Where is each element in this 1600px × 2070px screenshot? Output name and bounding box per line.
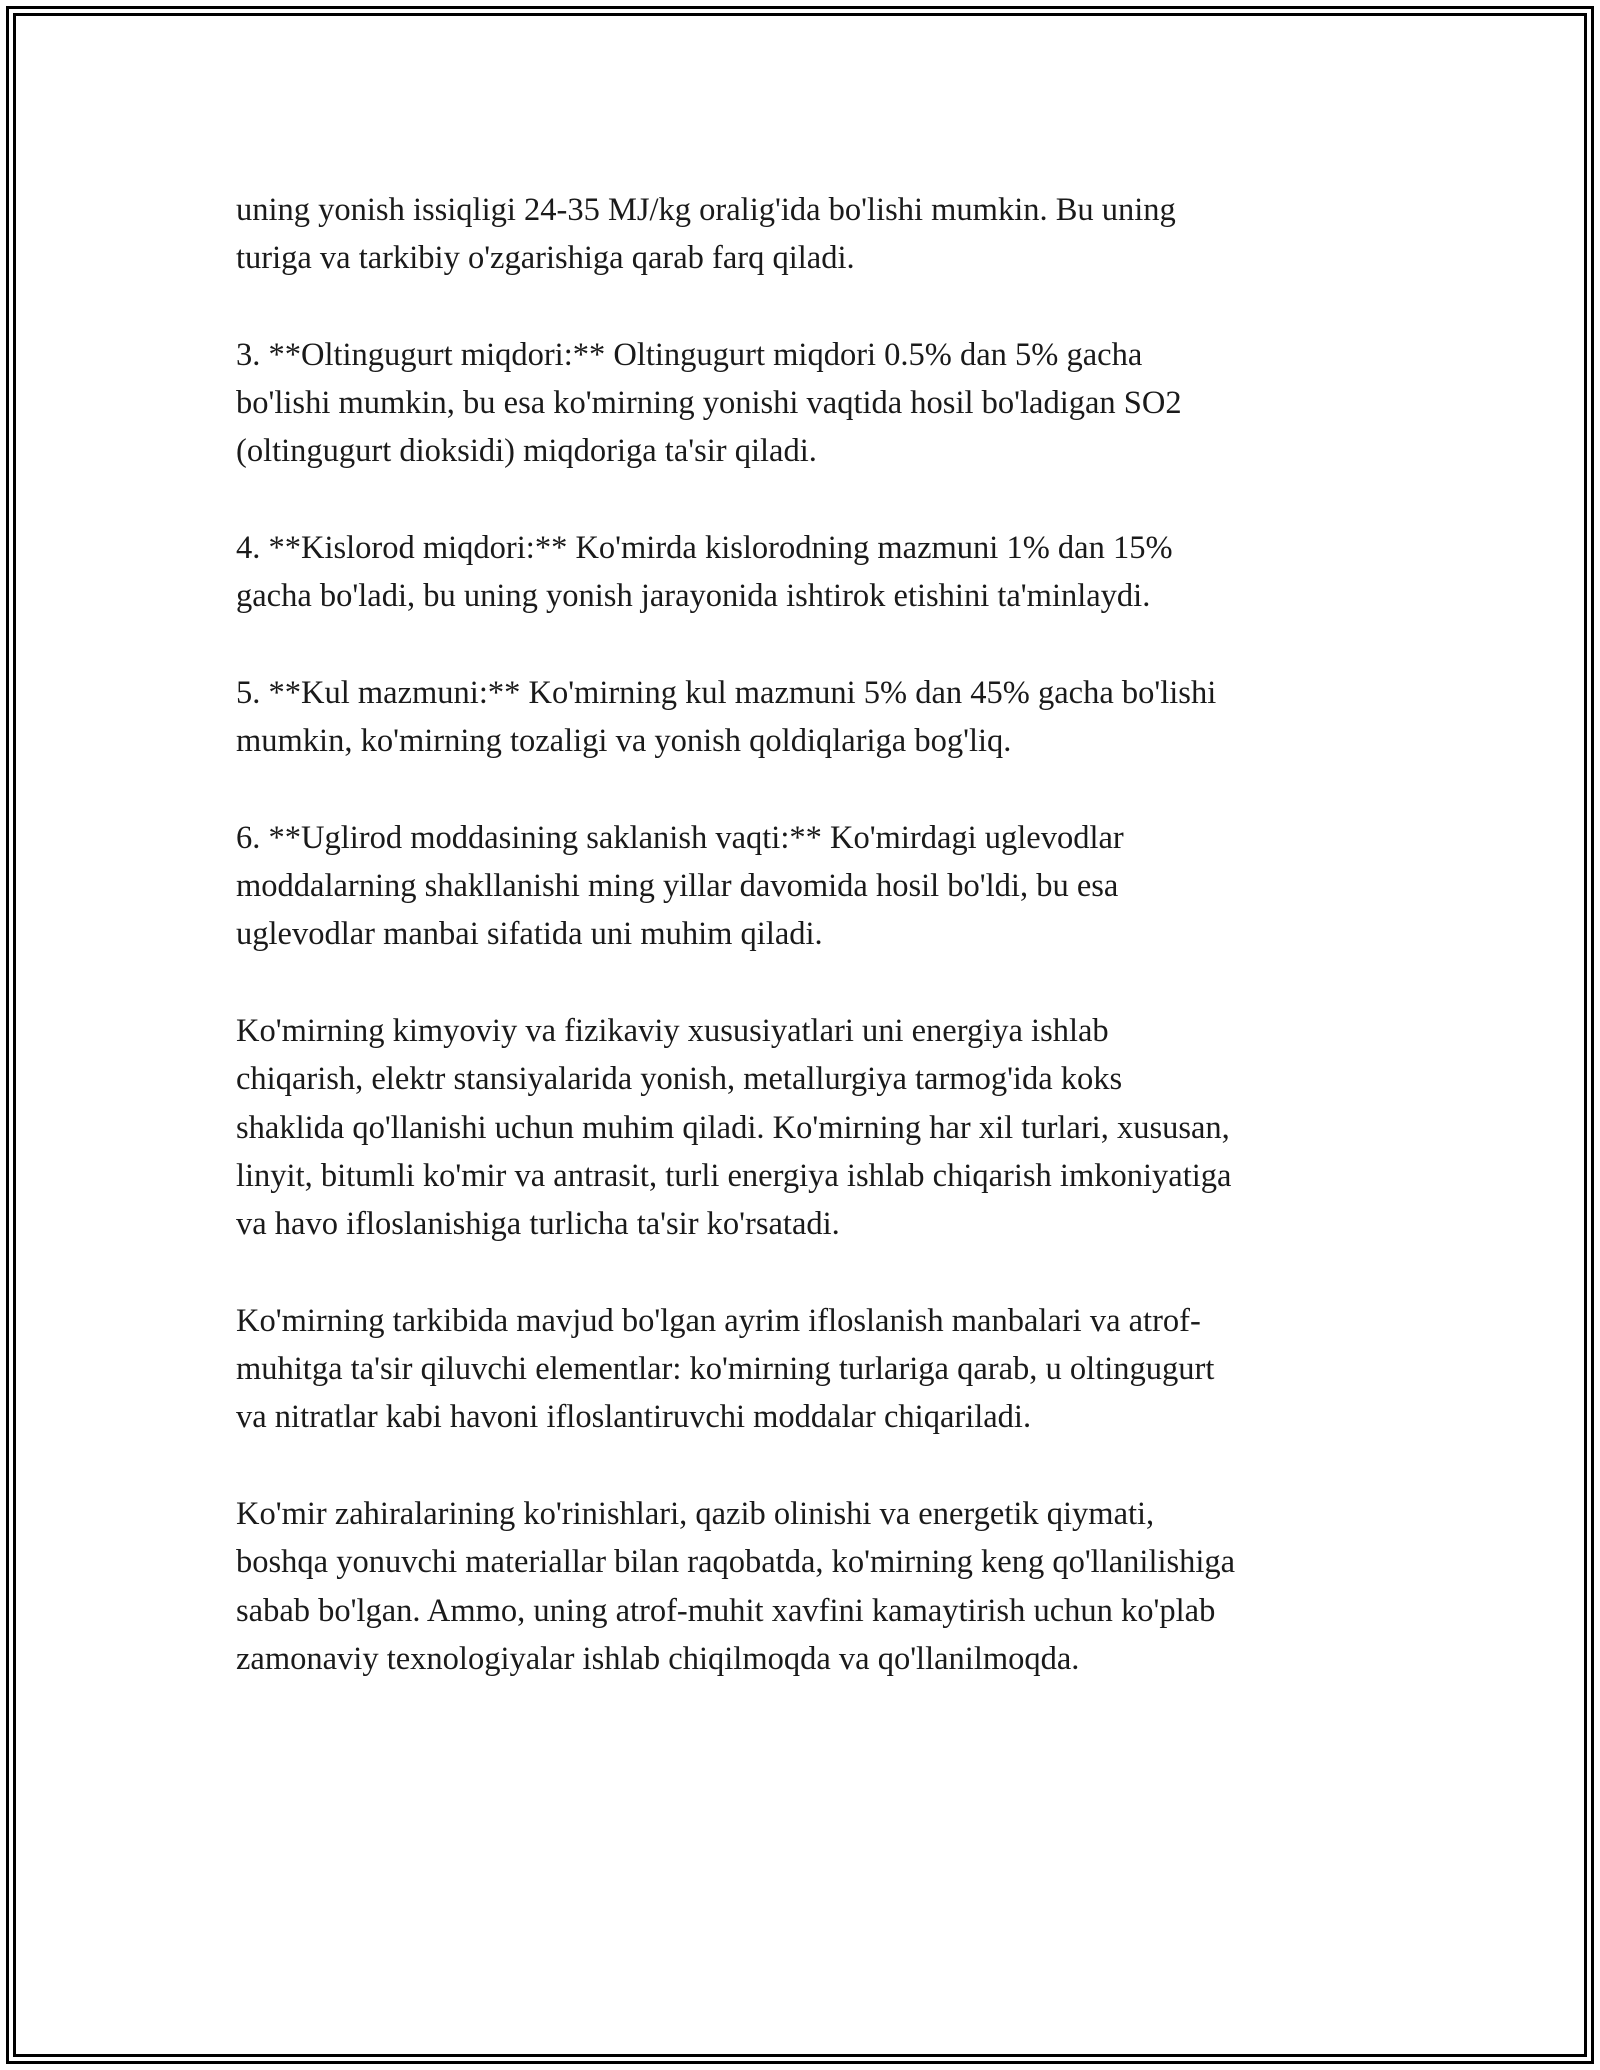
text-line: Ko'mir zahiralarining ko'rinishlari, qazib olinishi va energetik qiymati, [236, 1496, 1155, 1533]
paragraph-pollution [236, 1297, 1376, 1442]
paragraph-ash [236, 669, 1376, 766]
text-line: uning yonish issiqligi 24-35 MJ/kg oralig'ida bo'lishi mumkin. Bu uning [236, 192, 1176, 228]
text-line: zamonaviy texnologiyalar ishlab chiqilmoqda va qo'llanilmoqda. [236, 1640, 1080, 1677]
paragraph-heat-value [236, 186, 1376, 283]
text-line: muhitga ta'sir qiluvchi elementlar: ko'mirning turlariga qarab, u oltingugurt [236, 1351, 1215, 1388]
text-line: va havo ifloslanishiga turlicha ta'sir ko'rsatadi. [236, 1206, 840, 1243]
document-body [236, 186, 1376, 1732]
text-line: 4. **Kislorod miqdori:** Ko'mirda kislorodning mazmuni 1% dan 15% [236, 530, 1173, 567]
paragraph-properties [236, 1007, 1376, 1248]
text-line: 3. **Oltingugurt miqdori:** Oltingugurt miqdori 0.5% dan 5% gacha [236, 336, 1143, 373]
paragraph-oxygen [236, 524, 1376, 621]
text-line: bo'lishi mumkin, bu esa ko'mirning yonishi vaqtida hosil bo'ladigan SO2 [236, 385, 1182, 422]
text-line: linyit, bitumli ko'mir va antrasit, turli energiya ishlab chiqarish imkoniyatiga [236, 1157, 1232, 1194]
text-line: 6. **Uglirod moddasining saklanish vaqti:** Ko'mirdagi uglevodlar [236, 819, 1124, 856]
text-line: turiga va tarkibiy o'zgarishiga qarab farq qiladi. [236, 240, 855, 277]
text-line: shaklida qo'llanishi uchun muhim qiladi. Ko'mirning har xil turlari, xususan, [236, 1109, 1230, 1146]
text-line: boshqa yonuvchi materiallar bilan raqobatda, ko'mirning keng qo'llanilishiga [236, 1544, 1236, 1581]
text-line: chiqarish, elektr stansiyalarida yonish, metallurgiya tarmog'ida koks [236, 1061, 1123, 1098]
text-line: Ko'mirning kimyoviy va fizikaviy xususiyatlari uni energiya ishlab [236, 1013, 1109, 1050]
paragraph-carbon [236, 814, 1376, 959]
text-line: va nitratlar kabi havoni ifloslantiruvchi moddalar chiqariladi. [236, 1399, 1032, 1436]
text-line: uglevodlar manbai sifatida uni muhim qiladi. [236, 916, 823, 953]
text-line: (oltingugurt dioksidi) miqdoriga ta'sir qiladi. [236, 433, 817, 470]
text-line: moddalarning shakllanishi ming yillar davomida hosil bo'ldi, bu esa [236, 868, 1119, 905]
text-line: sabab bo'lgan. Ammo, uning atrof-muhit xavfini kamaytirish uchun ko'plab [236, 1592, 1216, 1629]
text-line: Ko'mirning tarkibida mavjud bo'lgan ayrim ifloslanish manbalari va atrof- [236, 1302, 1201, 1339]
paragraph-sulfur [236, 331, 1376, 476]
text-line: 5. **Kul mazmuni:** Ko'mirning kul mazmuni 5% dan 45% gacha bo'lishi [236, 674, 1217, 711]
paragraph-reserves [236, 1490, 1376, 1683]
text-line: mumkin, ko'mirning tozaligi va yonish qoldiqlariga bog'liq. [236, 723, 1012, 760]
text-line: gacha bo'ladi, bu uning yonish jarayonida ishtirok etishini ta'minlaydi. [236, 578, 1151, 615]
